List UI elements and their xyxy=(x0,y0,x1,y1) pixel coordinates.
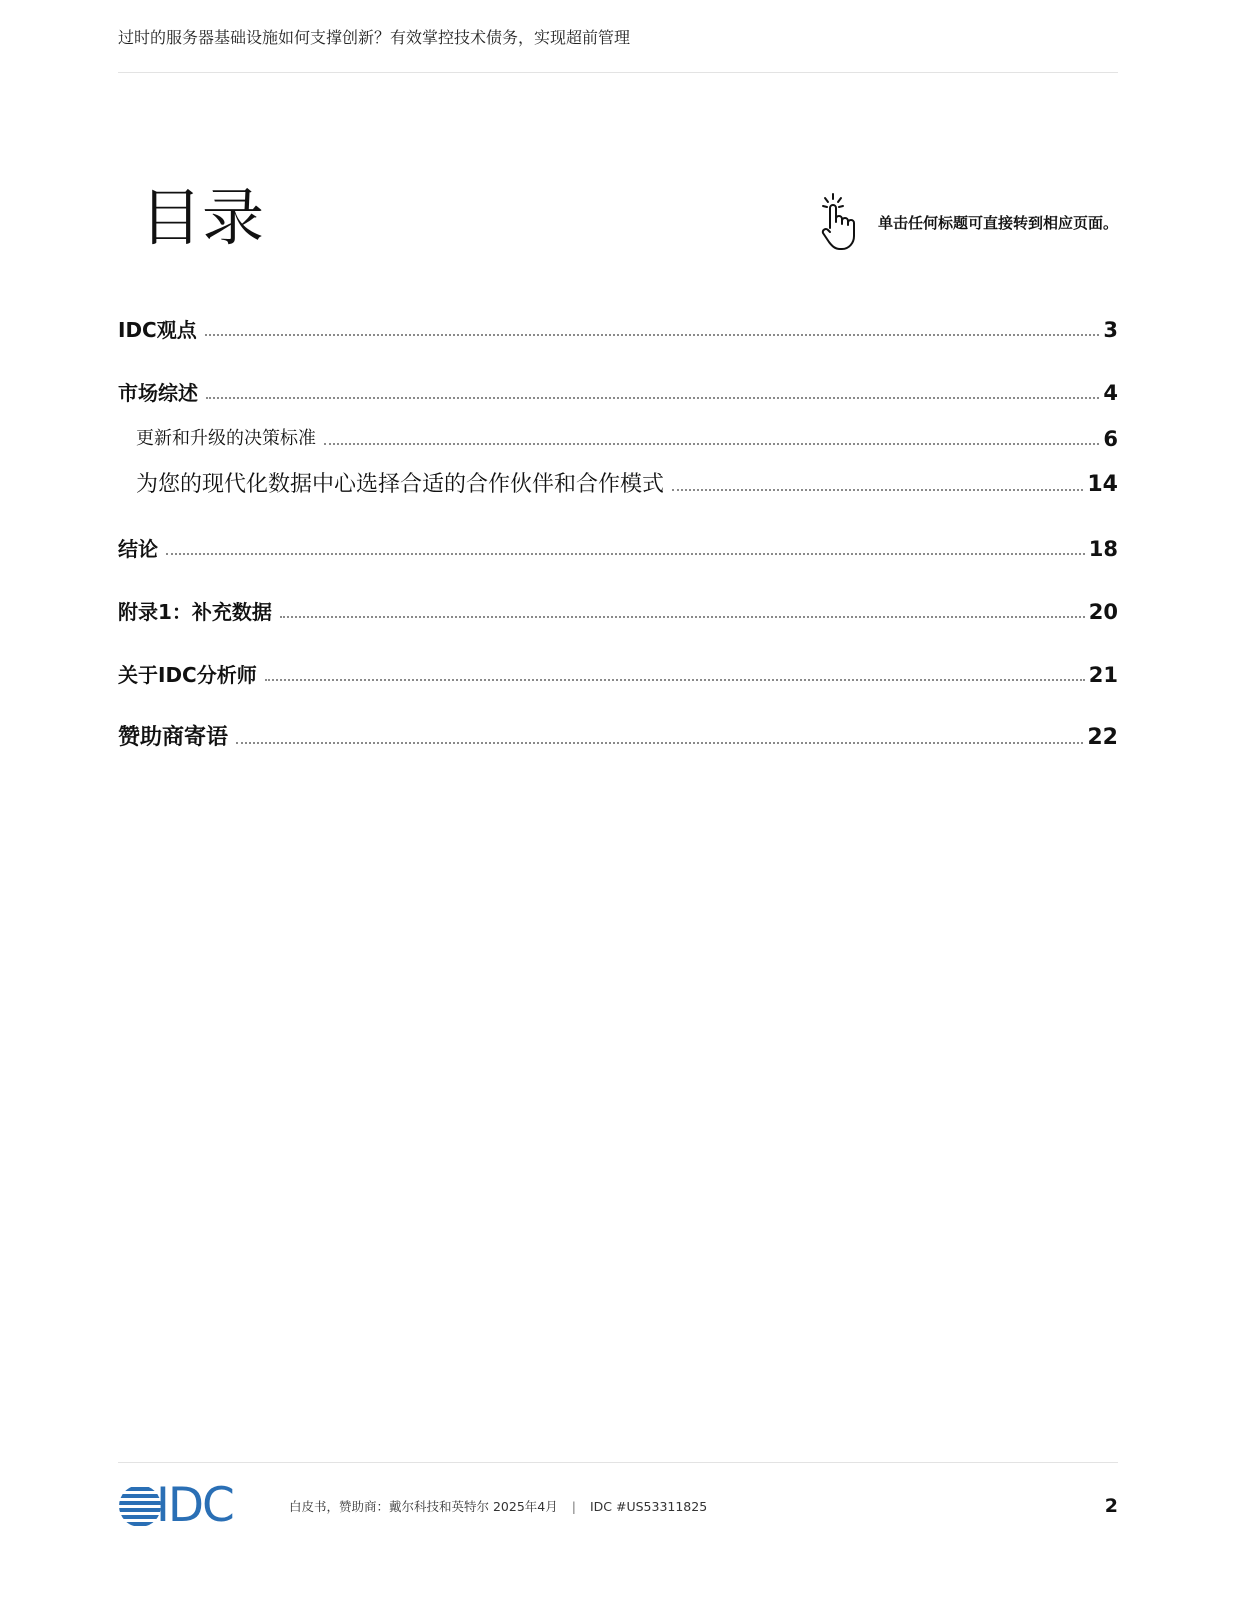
toc-entry-label: 市场综述 xyxy=(118,381,198,405)
footer-doc-info: 白皮书，赞助商：戴尔科技和英特尔 2025年4月 xyxy=(289,1499,558,1514)
page-footer xyxy=(118,1478,1118,1533)
toc-entry-page: 21 xyxy=(1088,663,1118,687)
page-number: 2 xyxy=(1104,1495,1118,1517)
toc-entry-idc-viewpoint[interactable] xyxy=(118,310,1118,344)
toc-entry-label: 关于IDC分析师 xyxy=(118,663,257,687)
idc-logo xyxy=(118,1478,261,1533)
toc-entry-page: 22 xyxy=(1087,725,1118,750)
toc-entry-about-analysts[interactable] xyxy=(118,655,1118,689)
toc-entry-page: 18 xyxy=(1088,537,1118,561)
dot-leader xyxy=(236,742,1083,744)
header-divider xyxy=(118,72,1118,73)
dot-leader xyxy=(166,553,1085,555)
dot-leader xyxy=(280,616,1085,618)
toc-entry-label: 附录1：补充数据 xyxy=(118,600,272,624)
toc-entry-page: 3 xyxy=(1103,318,1118,342)
toc-entry-label: 为您的现代化数据中心选择合适的合作伙伴和合作模式 xyxy=(136,472,665,497)
running-header-title: 过时的服务器基础设施如何支撑创新？有效掌控技术债务，实现超前管理 xyxy=(118,28,631,47)
toc-entry-market-overview[interactable] xyxy=(118,373,1118,407)
toc-entry-page: 4 xyxy=(1103,381,1118,405)
navigation-hint xyxy=(818,192,1118,252)
dot-leader xyxy=(324,443,1099,445)
dot-leader xyxy=(265,679,1085,681)
toc-entry-appendix[interactable] xyxy=(118,592,1118,626)
dot-leader xyxy=(672,489,1083,491)
footer-divider xyxy=(118,1462,1118,1463)
footer-document-info xyxy=(289,1497,707,1515)
dot-leader xyxy=(205,334,1100,336)
idc-logo-text: IDC xyxy=(156,1478,233,1533)
toc-entry-sponsor-message[interactable] xyxy=(118,718,1118,752)
toc-entry-page: 14 xyxy=(1087,472,1118,497)
footer-separator: | xyxy=(571,1499,576,1514)
toc-title: 目录 xyxy=(140,181,265,254)
toc-entry-decision-criteria[interactable] xyxy=(136,419,1118,453)
dot-leader xyxy=(206,397,1099,399)
toc-entry-conclusion[interactable] xyxy=(118,529,1118,563)
toc-entry-label: 结论 xyxy=(118,537,158,561)
navigation-hint-text: 单击任何标题可直接转到相应页面。 xyxy=(877,213,1118,232)
toc-entry-page: 20 xyxy=(1088,600,1118,624)
footer-doc-id: IDC #US53311825 xyxy=(589,1499,708,1514)
toc-entry-page: 6 xyxy=(1103,427,1118,451)
tap-hand-icon xyxy=(818,192,864,252)
toc-entry-choose-partner[interactable] xyxy=(136,465,1118,499)
toc-entry-label: IDC观点 xyxy=(118,318,197,342)
toc-entry-label: 赞助商寄语 xyxy=(118,725,229,750)
toc-entry-label: 更新和升级的决策标准 xyxy=(136,428,316,449)
